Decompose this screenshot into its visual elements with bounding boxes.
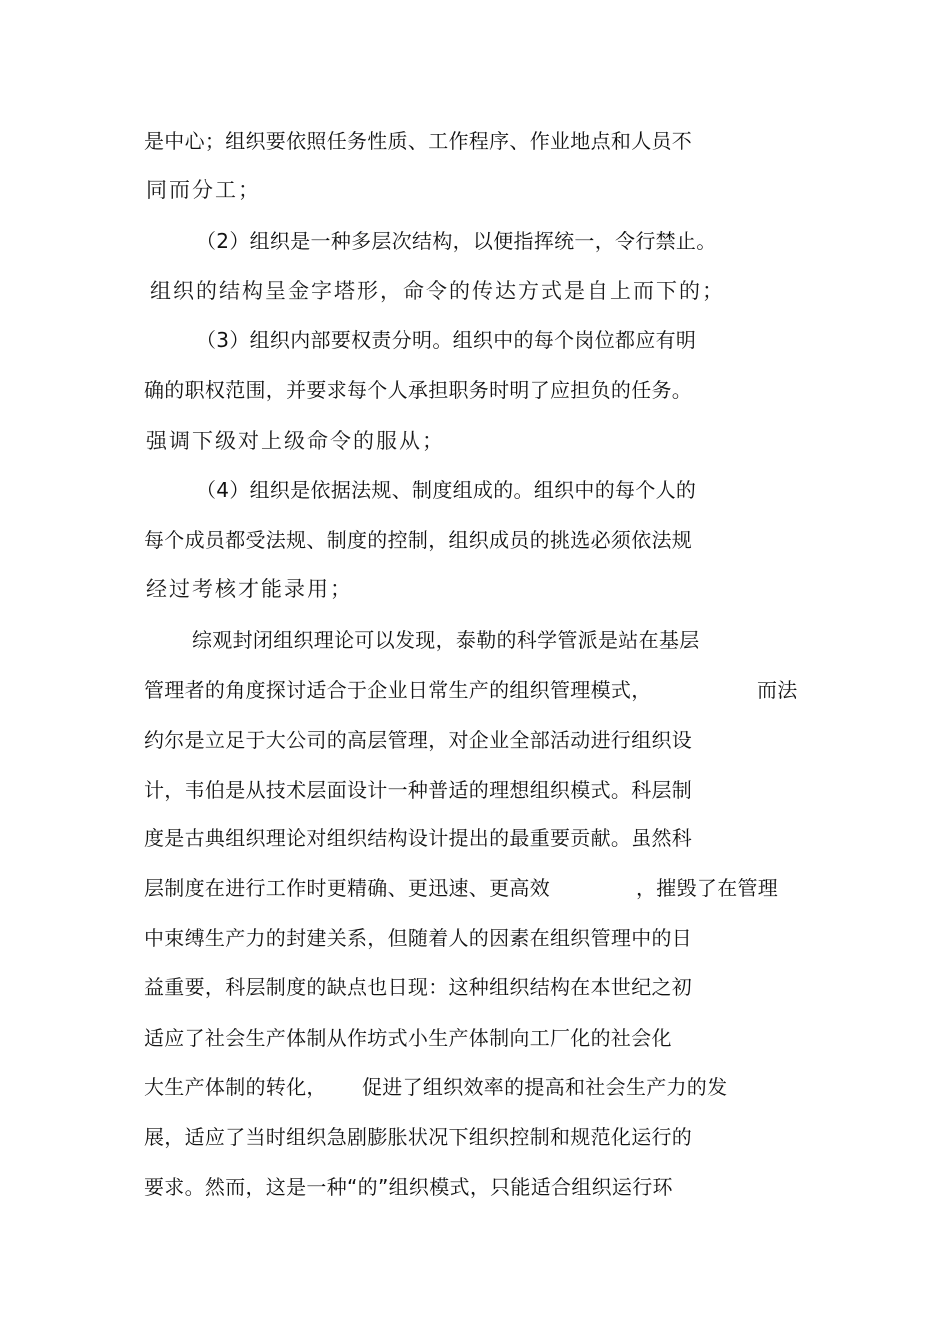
text-line: 约尔是立足于大公司的高层管理，对企业全部活动进行组织设 bbox=[144, 728, 693, 752]
text-line: 层制度在进行工作时更精确、更迅速、更高效 bbox=[144, 876, 550, 900]
text-line: 中束缚生产力的封建关系，但随着人的因素在组织管理中的日 bbox=[144, 926, 693, 950]
text-line: （2）组织是一种多层次结构，以便指挥统一，令行禁止。 bbox=[196, 229, 717, 253]
text-line: 而法 bbox=[757, 678, 798, 702]
text-line: 同而分工； bbox=[146, 178, 261, 202]
text-line: 经过考核才能录用； bbox=[146, 577, 353, 601]
text-line: 展，适应了当时组织急剧膨胀状况下组织控制和规范化运行的 bbox=[144, 1125, 693, 1149]
text-line: 促进了组织效率的提高和社会生产力的发 bbox=[362, 1075, 728, 1099]
text-line: 要求。然而，这是一种“的”组织模式，只能适合组织运行环 bbox=[144, 1175, 673, 1199]
text-line: 适应了社会生产体制从作坊式小生产体制向工厂化的社会化 bbox=[144, 1026, 672, 1050]
text-line: 管理者的角度探讨适合于企业日常生产的组织管理模式， bbox=[144, 678, 652, 702]
text-line: ，摧毁了在管理 bbox=[636, 876, 779, 900]
text-line: 确的职权范围，并要求每个人承担职务时明了应担负的任务。 bbox=[144, 378, 693, 402]
text-line: 组织的结构呈金字塔形，命令的传达方式是自上而下的； bbox=[150, 279, 725, 303]
text-line: 每个成员都受法规、制度的控制，组织成员的挑选必须依法规 bbox=[144, 528, 693, 552]
text-line: 度是古典组织理论对组织结构设计提出的最重要贡献。虽然科 bbox=[144, 826, 693, 850]
text-line: 综观封闭组织理论可以发现，泰勒的科学管派是站在基层 bbox=[192, 628, 700, 652]
text-line: 计，韦伯是从技术层面设计一种普适的理想组织模式。科层制 bbox=[144, 778, 693, 802]
text-line: 强调下级对上级命令的服从； bbox=[146, 429, 445, 453]
text-line: （4）组织是依据法规、制度组成的。组织中的每个人的 bbox=[196, 478, 697, 502]
text-line: （3）组织内部要权责分明。组织中的每个岗位都应有明 bbox=[196, 328, 697, 352]
text-line: 大生产体制的转化， bbox=[144, 1075, 327, 1099]
text-line: 是中心；组织要依照任务性质、工作程序、作业地点和人员不 bbox=[144, 129, 693, 153]
text-line: 益重要，科层制度的缺点也日现：这种组织结构在本世纪之初 bbox=[144, 975, 693, 999]
